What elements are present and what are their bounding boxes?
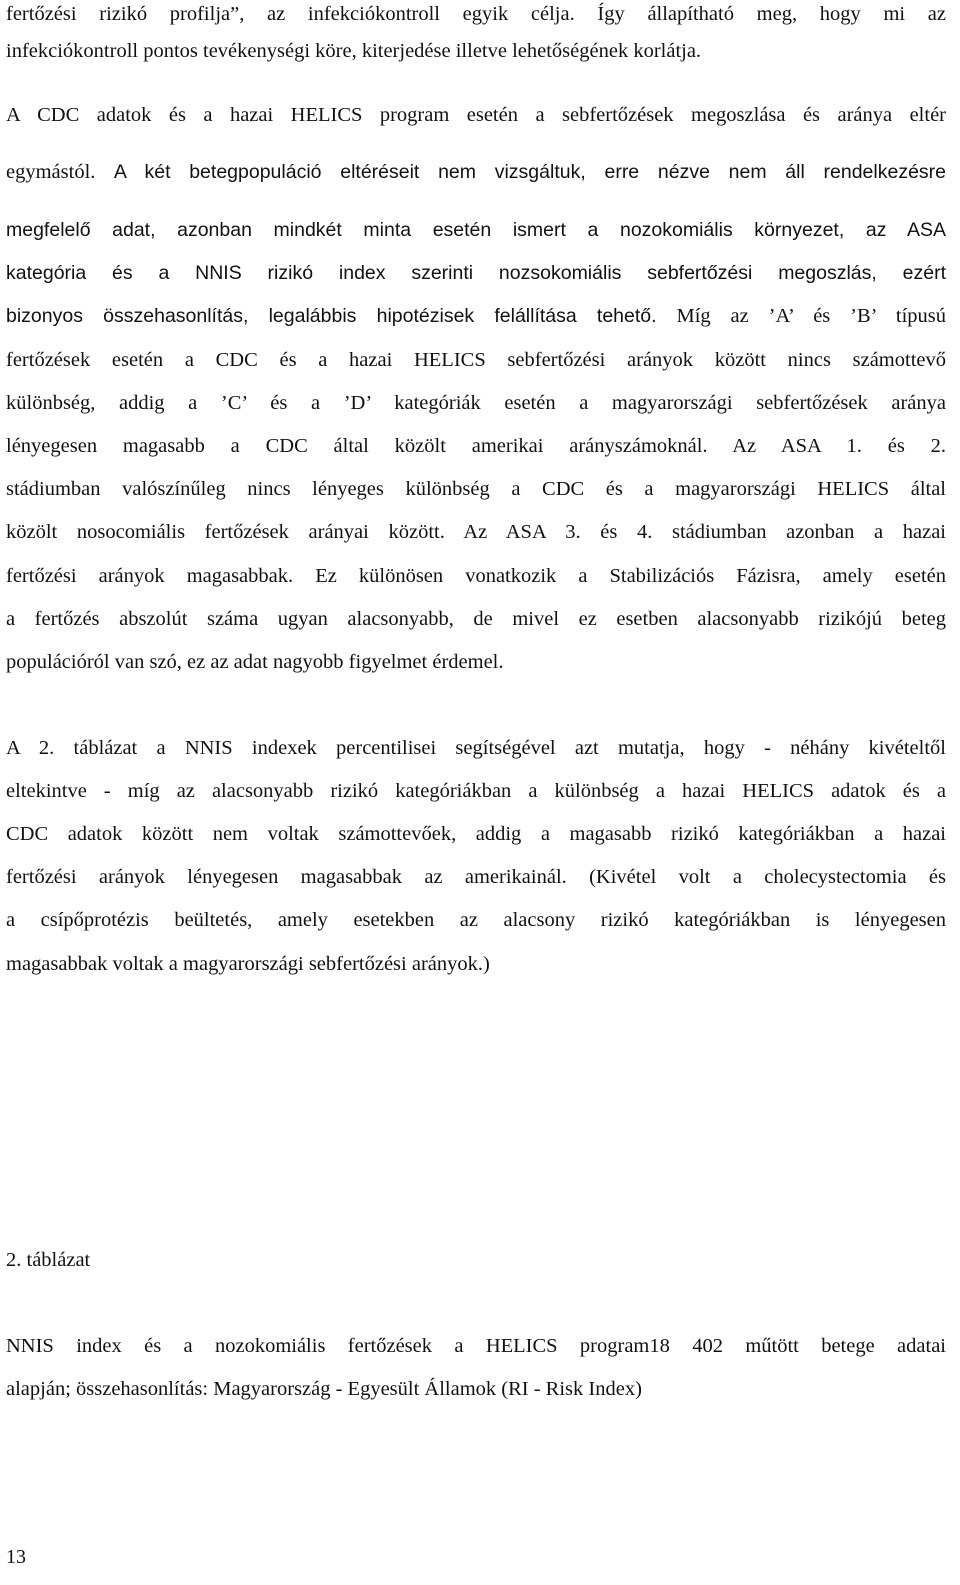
paragraph-line: lényegesen magasabb a CDC által közölt amerikai arányszámoknál. Az ASA 1. és 2. (6, 435, 946, 457)
paragraph-line (6, 158, 946, 187)
paragraph-line (6, 302, 946, 331)
paragraph-line: fertőzési arányok lényegesen magasabbak az amerikainál. (Kivétel volt a cholecystectomia és (6, 866, 946, 888)
paragraph-line: különbség, addig a ’C’ és a ’D’ kategóriák esetén a magyarországi sebfertőzések aránya (6, 392, 946, 414)
paragraph-line: A CDC adatok és a hazai HELICS program esetén a sebfertőzések megoszlása és aránya eltér (6, 104, 946, 126)
text-run: A két betegpopuláció eltéréseit nem vizsgáltuk, erre nézve nem áll rendelkezésre (113, 161, 947, 183)
paragraph-line: a csípőprotézis beültetés, amely esetekben az alacsony rizikó kategóriákban is lényegesen (6, 909, 946, 931)
paragraph-line: fertőzések esetén a CDC és a hazai HELICS sebfertőzési arányok között nincs számottevő (6, 349, 946, 371)
paragraph-line: megfelelő adat, azonban mindkét minta esetén ismert a nozokomiális környezet, az ASA (6, 219, 946, 241)
paragraph-line: populációról van szó, ez az adat nagyobb figyelmet érdemel. (6, 651, 504, 673)
paragraph-line: a fertőzés abszolút száma ugyan alacsonyabb, de mivel ez esetben alacsonyabb rizikójú beteg (6, 608, 946, 630)
text-run: fertőzési arányok magasabbak. (6, 565, 294, 587)
paragraph-line: kategória és a NNIS rizikó index szerinti nozsokomiális sebfertőzési megoszlás, ezért (6, 262, 946, 284)
paragraph-line: fertőzési rizikó profilja”, az infekciókontroll egyik célja. Így állapítható meg, hogy mi az (6, 3, 946, 25)
table-caption-line: NNIS index és a nozokomiális fertőzések a HELICS program18 402 műtött betege adatai (6, 1335, 946, 1357)
paragraph-line: stádiumban valószínűleg nincs lényeges különbség a CDC és a magyarországi HELICS által (6, 478, 946, 500)
text-run: Ez különösen vonatkozik a Stabilizációs Fázisra, amely esetén (315, 565, 947, 587)
paragraph-line: magasabbak voltak a magyarországi sebfertőzési arányok.) (6, 953, 490, 975)
paragraph-line (6, 562, 946, 591)
table-caption-line: alapján; összehasonlítás: Magyarország - Egyesült Államok (RI - Risk Index) (6, 1378, 642, 1400)
page-number: 13 (6, 1546, 26, 1568)
paragraph-line: eltekintve - míg az alacsonyabb rizikó kategóriákban a különbség a hazai HELICS adatok és a (6, 780, 946, 802)
text-run: Míg az ’A’ és ’B’ típusú (676, 305, 946, 327)
paragraph-line: infekciókontroll pontos tevékenységi köre, kiterjedése illetve lehetőségének korlátja. (6, 40, 702, 62)
paragraph-line: közölt nosocomiális fertőzések arányai között. Az ASA 3. és 4. stádiumban azonban a hazai (6, 521, 946, 543)
table-label: 2. táblázat (6, 1249, 91, 1271)
paragraph-line: A 2. táblázat a NNIS indexek percentilisei segítségével azt mutatja, hogy - néhány kivételtől (6, 737, 946, 759)
text-run: bizonyos összehasonlítás, legalábbis hipotézisek felállítása tehető. (6, 305, 657, 327)
text-run: egymástól. (6, 161, 96, 183)
paragraph-line: CDC adatok között nem voltak számottevőek, addig a magasabb rizikó kategóriákban a hazai (6, 823, 946, 845)
